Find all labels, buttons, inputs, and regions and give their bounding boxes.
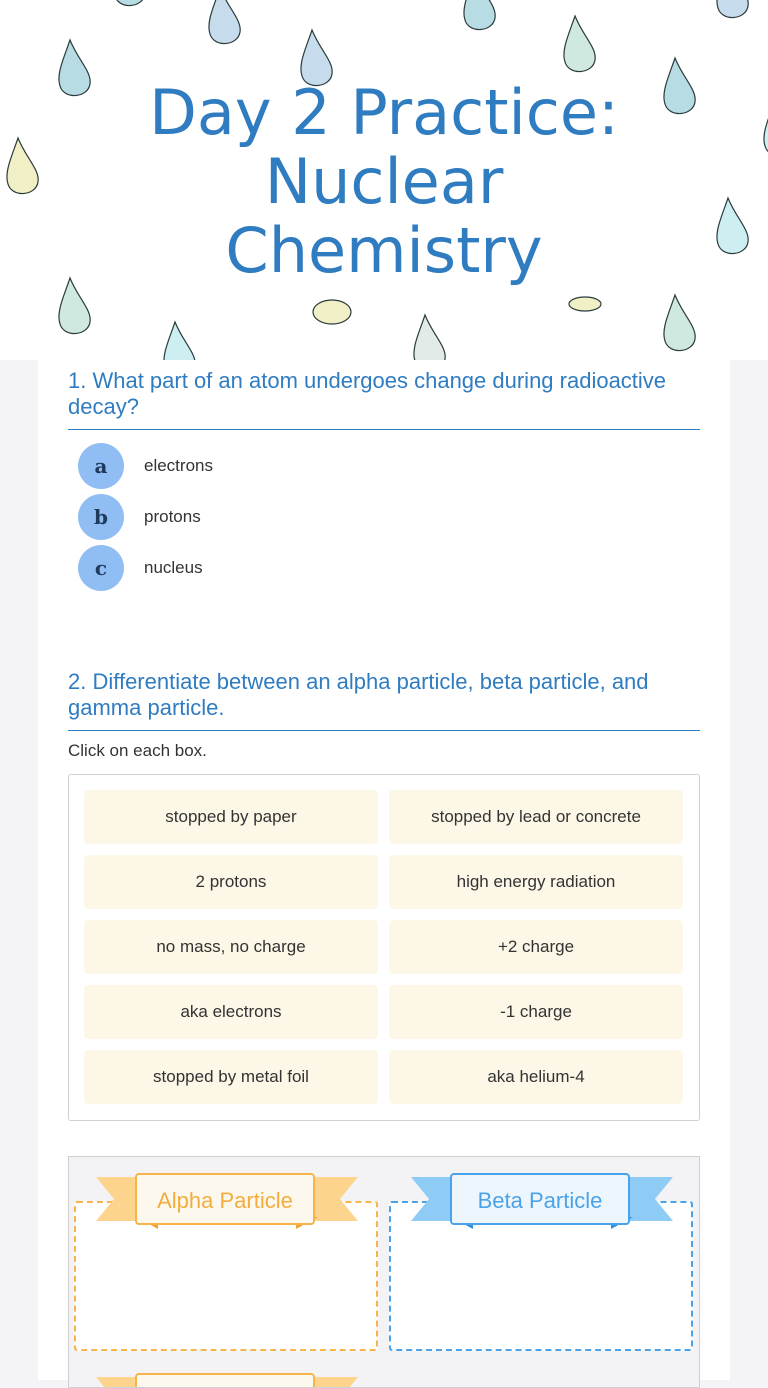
question-1 bbox=[68, 368, 700, 430]
category-gamma[interactable] bbox=[74, 1365, 378, 1388]
title-line: Chemistry bbox=[225, 214, 543, 287]
sort-item[interactable]: stopped by metal foil bbox=[84, 1050, 378, 1104]
question-2 bbox=[68, 669, 700, 731]
sort-item[interactable]: aka electrons bbox=[84, 985, 378, 1039]
raindrop-icon bbox=[569, 297, 601, 311]
worksheet-header bbox=[0, 0, 768, 360]
choice-text: nucleus bbox=[144, 558, 203, 577]
category-label-alpha: Alpha Particle bbox=[135, 1173, 315, 1225]
sort-item[interactable]: high energy radiation bbox=[389, 855, 683, 909]
raindrop-icon bbox=[414, 315, 445, 360]
sort-item[interactable]: aka helium-4 bbox=[389, 1050, 683, 1104]
category-alpha[interactable] bbox=[74, 1165, 378, 1360]
choice-text: protons bbox=[144, 507, 201, 526]
sort-item[interactable]: 2 protons bbox=[84, 855, 378, 909]
sort-item[interactable]: -1 charge bbox=[389, 985, 683, 1039]
raindrop-icon bbox=[209, 0, 240, 44]
question-1-prompt: 1. What part of an atom undergoes change during radioactive decay? bbox=[68, 368, 700, 430]
choice-letter: b bbox=[78, 494, 124, 540]
raindrop-icon bbox=[717, 0, 748, 18]
raindrop-icon bbox=[164, 322, 195, 360]
choice-letter: c bbox=[78, 545, 124, 591]
question-2-prompt: 2. Differentiate between an alpha particle, beta particle, and gamma particle. bbox=[68, 669, 700, 731]
category-drop-area bbox=[68, 1156, 700, 1388]
sort-item[interactable]: no mass, no charge bbox=[84, 920, 378, 974]
category-label-beta: Beta Particle bbox=[450, 1173, 630, 1225]
choice-a[interactable] bbox=[78, 443, 678, 489]
raindrop-icon bbox=[664, 295, 695, 351]
choice-b[interactable] bbox=[78, 494, 678, 540]
title-line: Nuclear bbox=[264, 145, 504, 218]
category-beta[interactable] bbox=[389, 1165, 693, 1360]
raindrop-icon bbox=[114, 0, 145, 6]
worksheet-body bbox=[38, 360, 730, 1380]
raindrop-icon bbox=[464, 0, 495, 30]
sort-item[interactable]: +2 charge bbox=[389, 920, 683, 974]
page-title bbox=[0, 78, 768, 285]
category-label-gamma bbox=[135, 1373, 315, 1388]
question-2-instruction: Click on each box. bbox=[68, 741, 207, 760]
raindrop-icon bbox=[313, 300, 351, 324]
choice-letter: a bbox=[78, 443, 124, 489]
raindrop-icon bbox=[59, 278, 90, 334]
sort-item[interactable]: stopped by paper bbox=[84, 790, 378, 844]
choice-c[interactable] bbox=[78, 545, 678, 591]
choice-text: electrons bbox=[144, 456, 213, 475]
title-line: Day 2 Practice: bbox=[149, 76, 619, 149]
sort-item[interactable]: stopped by lead or concrete bbox=[389, 790, 683, 844]
item-bank bbox=[68, 774, 700, 1121]
raindrop-icon bbox=[564, 16, 595, 72]
